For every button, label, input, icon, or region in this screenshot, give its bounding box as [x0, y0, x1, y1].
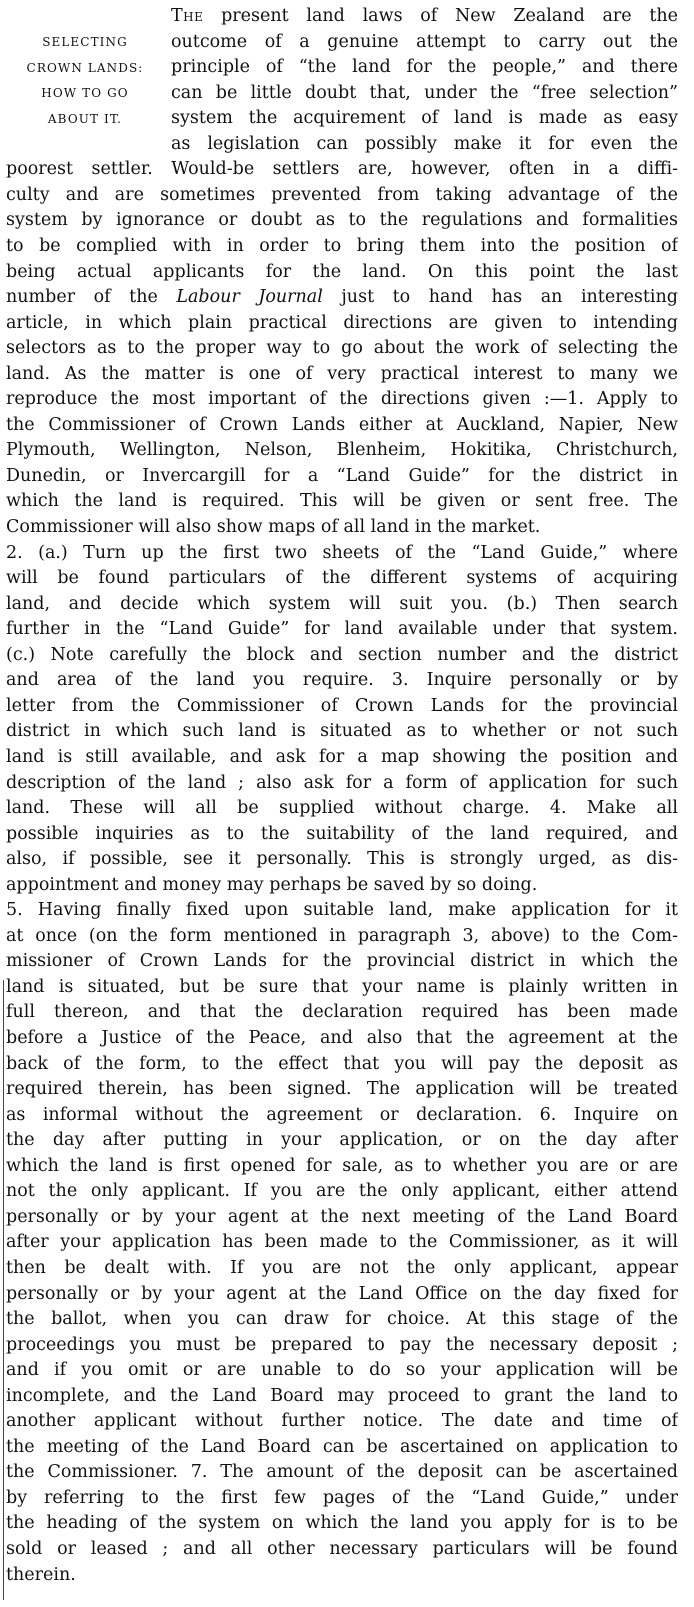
text-line: back of the form, to the effect that you will pay the deposit as [6, 1053, 678, 1074]
text-line: culty and are sometimes prevented from taking advantage of the [6, 184, 678, 205]
text-line: full thereon, and that the declaration required has been made [6, 1002, 678, 1023]
text-line: sold or leased ; and all other necessary particulars will be found [6, 1539, 678, 1559]
text-line: the heading of the system on which the land you apply for is to be [6, 1513, 678, 1534]
text-line: as legislation can possibly make it for even the [171, 133, 678, 154]
text-line: another applicant without further notice. The date and time of [6, 1411, 678, 1432]
text-line: to be complied with in order to bring them into the position of [6, 235, 678, 256]
text-line: then be dealt with. If you are not the only applicant, appear [6, 1257, 678, 1278]
text-line: outcome of a genuine attempt to carry out the [171, 31, 678, 52]
text-line: system the acquirement of land is made as easy [171, 108, 678, 129]
text-line: which the land is first opened for sale, as to whether you are or are [6, 1155, 678, 1176]
text-line: will be found particulars of the different systems of acquiring [6, 568, 678, 589]
text-line: personally or by your agent at the Land Office on the day fixed for [6, 1283, 678, 1304]
text-line: after your application has been made to the Commissioner, as it will [6, 1232, 678, 1253]
text-line: not the only applicant. If you are the only applicant, either attend [6, 1181, 678, 1202]
text-line: number of the Labour Journal just to hand has an interesting [6, 287, 678, 308]
sidehead-line: CROWN LANDS: [26, 60, 144, 75]
text-line: land is situated, but be sure that your name is plainly written in [6, 976, 678, 997]
text-line: which the land is required. This will be given or sent free. The [6, 491, 678, 512]
text-line: also, if possible, see it personally. This is strongly urged, as dis- [6, 849, 678, 870]
text-line: principle of “the land for the people,” and there [171, 57, 678, 78]
text-line: the Commissioner of Crown Lands either at Auckland, Napier, New [6, 414, 678, 435]
text-line: the day after putting in your application, or on the day after [6, 1130, 678, 1151]
column-rule [3, 980, 4, 1600]
text-line: incomplete, and the Land Board may proceed to grant the land to [6, 1385, 678, 1406]
text-line: and area of the land you require. 3. Inquire personally or by [6, 670, 678, 691]
sidehead-line: SELECTING [42, 35, 128, 49]
text-line: missioner of Crown Lands for the provincial district in which the [6, 951, 678, 972]
text-line: at once (on the form mentioned in paragraph 3, above) to the Com- [6, 925, 678, 946]
text-line: Commissioner will also show maps of all land in the market. [6, 517, 541, 537]
text-line: by referring to the first few pages of the “Land Guide,” under [6, 1487, 678, 1508]
text-line: land is still available, and ask for a map showing the position and [6, 746, 678, 767]
text-line: appointment and money may perhaps be saved by so doing. [6, 874, 538, 895]
text-line: 5. Having finally fixed upon suitable land, make application for it [6, 900, 678, 921]
text-line: the ballot, when you can draw for choice. At this stage of the [6, 1309, 678, 1330]
text-line: system by ignorance or doubt as to the regulations and formalities [6, 210, 678, 231]
text-line: further in the “Land Guide” for land available under that system. [6, 619, 678, 640]
sidehead-line: ABOUT IT. [47, 111, 123, 126]
text-line: letter from the Commissioner of Crown Lands for the provincial [6, 695, 678, 716]
text-line: possible inquiries as to the suitability of the land required, and [6, 823, 678, 844]
text-line: (c.) Note carefully the block and section number and the district [6, 644, 678, 665]
text-line: article, in which plain practical directions are given to intending [6, 312, 678, 333]
text-line: and if you omit or are unable to do so your application will be [6, 1360, 678, 1381]
text-line: proceedings you must be prepared to pay the necessary deposit ; [6, 1334, 678, 1355]
text-line: being actual applicants for the land. On this point the last [6, 261, 678, 282]
text-line: description of the land ; also ask for a form of application for such [6, 772, 678, 793]
text-line: can be little doubt that, under the “free selection” [171, 82, 678, 103]
text-line: selectors as to the proper way to go about the work of selecting the [6, 338, 678, 359]
text-line: reproduce the most important of the directions given :—1. Apply to [6, 389, 678, 410]
text-line: personally or by your agent at the next meeting of the Land Board [6, 1206, 678, 1227]
text-line: land. As the matter is one of very practical interest to many we [6, 363, 678, 384]
sidehead-line: HOW TO GO [41, 86, 129, 100]
text-line: land. These will all be supplied without charge. 4. Make all [6, 798, 678, 819]
text-line: Dunedin, or Invercargill for a “Land Guide” for the district in [6, 465, 678, 486]
text-line: the meeting of the Land Board can be ascertained on application to [6, 1436, 678, 1457]
text-line: The present land laws of New Zealand are the [171, 6, 678, 26]
text-line: district in which such land is situated as to whether or not such [6, 721, 678, 742]
text-line: therein. [6, 1564, 76, 1585]
text-line: Plymouth, Wellington, Nelson, Blenheim, Hokitika, Christchurch, [6, 440, 678, 461]
text-line: the Commissioner. 7. The amount of the deposit can be ascertained [6, 1462, 678, 1483]
text-line: required therein, has been signed. The application will be treated [6, 1079, 678, 1100]
text-line: as informal without the agreement or declaration. 6. Inquire on [6, 1104, 678, 1125]
text-line: land, and decide which system will suit you. (b.) Then search [6, 593, 678, 614]
text-line: poorest settler. Would-be settlers are, however, often in a diffi- [6, 159, 678, 180]
text-line: before a Justice of the Peace, and also that the agreement at the [6, 1028, 678, 1048]
article-sidehead [6, 30, 164, 132]
text-line: 2. (a.) Turn up the first two sheets of the “Land Guide,” where [6, 542, 678, 563]
